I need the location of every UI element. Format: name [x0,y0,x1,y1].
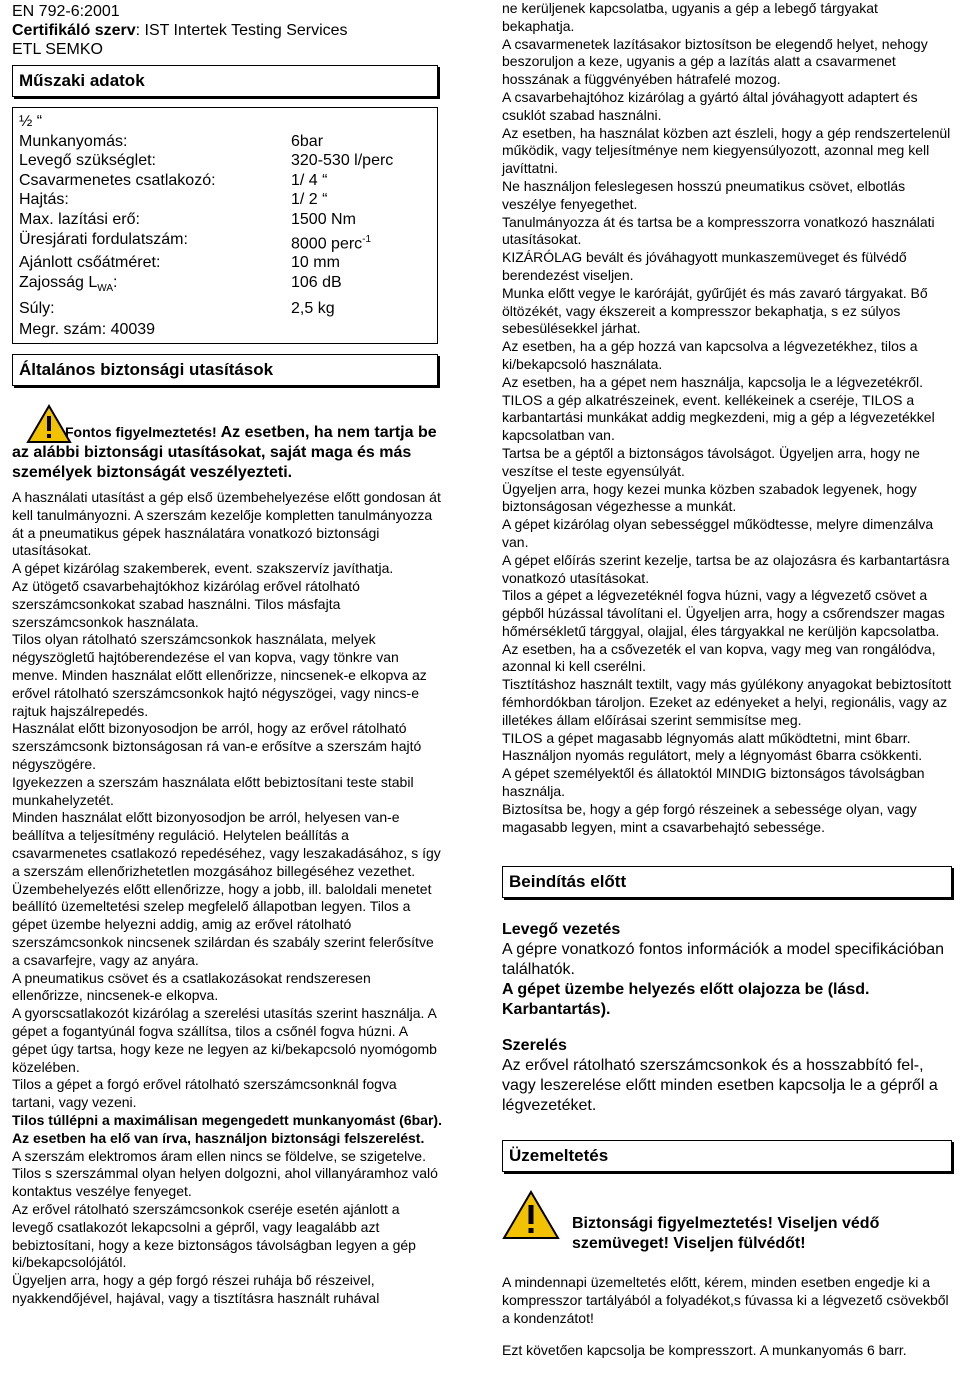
before-start-heading [502,866,952,898]
paragraph: Munka előtt vegye le karóráját, gyűrűjét és más zavaró tárgyakat. Bő öltözékét, vagy ékszereit a kompresszor bekaphatja, s ez súlyos sebesülésekkel járhat. [502,284,928,337]
standard-number: EN 792-6:2001 [12,3,120,20]
spec-label [19,273,291,299]
paragraph: A gépet kizárólag olyan sebességgel működtesse, melyre dimenzálva van. [502,516,934,550]
spec-label: Max. lazítási erő: [19,210,140,228]
warning-lead: Fontos figyelmeztetés! [65,424,217,441]
semko-label: ETL SEMKO [12,41,103,58]
mounting-title: Szerelés [502,1037,567,1055]
spec-label: Munkanyomás: [19,132,128,150]
paragraph: Minden használat előtt bizonyosodjon be arról, helyesen van-e beállítva a teljesítmény reguláció. Helytelen beállítás a csavarmenetes csatlakozó repedéséhez, vagy leszakadásához, s így a szerszám ellenőrizhetetlen mozgásához billegéséhez vezethet. [12,809,441,879]
mounting-text: Az erővel rátolható szerszámcsonkok és a hosszabbító fel-, vagy leszerelése előtt minden esetben kapcsolja le a gépről a légvezetéket. [502,1057,938,1115]
spec-label: Hajtás: [19,191,69,209]
safety-title: Általános biztonsági utasítások [19,360,274,380]
paragraph: Igyekezzen a szerszám használata előtt bebiztosítani teste stabil munkahelyzetét. [12,773,414,808]
paragraph: A gyorscsatlakozót kizárólag a szerelési utasítás szerint használja. A gépet a fogantyúnál fogva szállítsa, tilos a csőnél fogva húzni. A gépet úgy tartsa, hogy keze ne legyen az ki/bekapcsoló nyomógomb közelében. [12,1005,437,1075]
spec-label: Ajánlott csőátméret: [19,254,161,272]
paragraph: Tisztításhoz használt textilt, vagy más gyúlékony anyagokat bebiztosított fémhordókban tároljon. Ezeket az edényeket a helyi, regionális, vagy az illetékes állam előírásai szerint semmisítse meg. [502,676,952,728]
operation-text-2: Ezt követően kapcsolja be kompresszort. A munkanyomás 6 barr. [502,1341,907,1358]
spec-label-sub: WA [97,283,114,295]
warning-triangle-icon [502,1190,560,1240]
spec-value-text: 1500 Nm [291,210,356,228]
paragraph: A gépet előírás szerint kezelje, tartsa be az olajozásra és karbantartásra vonatkozó utasításokat. [502,551,950,586]
spec-value-text: 1/ 2 “ [291,191,328,209]
spec-value [291,273,342,299]
spec-rows [19,132,431,319]
certification-line [12,21,442,40]
spec-value-text: 1/ 4 “ [291,171,328,189]
spec-size [19,112,431,132]
spec-value-text: 6bar [291,132,324,150]
spec-row [19,230,431,254]
protective-gear-warning: Az esetben ha elő van írva, használjon biztonsági felszerelést. [12,1129,425,1146]
operation-warning-text: Biztonsági figyelmeztetés! Viseljen védő szemüveget! Viseljen fülvédőt! [572,1215,880,1253]
operation-heading [502,1140,952,1172]
spec-row [19,210,431,230]
spec-value-sup: -1 [362,233,372,245]
cert-value: : IST Intertek Testing Services [135,22,348,39]
spec-label: Csavarmenetes csatlakozó: [19,171,216,189]
right-column [502,0,954,1360]
spec-label: Levegő szükséglet: [19,152,156,170]
header-block [12,0,442,59]
part-number-text: Megr. szám: 40039 [19,321,156,339]
spec-value-text: 106 dB [291,274,342,292]
spec-row [19,151,431,171]
paragraph: Tilos olyan rátolható szerszámcsonkok használata, melyek négyszögletű hajtóberendezése el van kopva, vagy tönkre van menve. Minden használat előtt ellenőrizze, nincsenek-e elkopva az erővel rátolható szerszámcsonkok hajtó négyszögei, vagy nincs-e rajtuk hajszálrepedés. [12,631,427,719]
paragraph: A csavarmenetek lazításakor biztosítson be elegendő helyet, nehogy beszoruljon a keze, ugyanis a gép a lazítás alatt a csavarmenet hosszának a függvényében hátrafelé mozog. [502,35,928,88]
tech-data-title: Műszaki adatok [19,71,145,90]
paragraph: Az esetben, ha a gép hozzá van kapcsolva a légvezetékhez, tilos a ki/bekapcsoló használata. [502,338,918,372]
paragraph: A használati utasítást a gép első üzembehelyezése előtt gondosan át kell tanulmányozni. A szerszám kezelője kompletten tanulmányozza át a pneumatikus gépek használatára vonatkozó biztonsági utasításokat. [12,489,441,559]
spec-value [291,210,356,230]
left-paragraphs [12,489,442,1112]
paragraph: Üzembehelyezés előtt ellenőrizze, hogy a jobb, ill. baloldali menetet beállító üzemeltetési szelep megfelelő állapotban legyen. Tilos a gépet üzembe helyezni addig, amig az erővel rátolható szerszámcsonkok nincsenek szilárdan és szabály szerint felerősítve a csavarfejre, vagy az anyára. [12,880,434,968]
mounting-section [502,1036,954,1116]
air-supply-section [502,920,954,1020]
paragraph: A csavarbehajtóhoz kizárólag a gyártó által jóváhagyott adaptert és csuklót szabad használni. [502,88,918,123]
paragraph: TILOS a gépet magasabb légnyomás alatt működtetni, mint 6barr. Használjon nyomás regulátort, mely a légnyomást 6barra csökkenti. [502,729,923,764]
air-supply-title: Levegő vezetés [502,921,621,939]
warning-text [12,422,442,483]
spec-value [291,230,371,254]
paragraph: Használat előtt bizonyosodjon be arról, hogy az erővel rátolható szerszámcsonk biztonságosan rá van-e erősítve a szerszám hajtó négyszögére. [12,720,422,772]
air-supply-oil-warning: A gépet üzembe helyezés előtt olajozza be (lásd. Karbantartás). [502,981,870,1019]
spec-label-colon: : [113,274,118,292]
paragraph: Tartsa be a géptől a biztonságos távolságot. Ügyeljen arra, hogy ne veszítse el teste egyensúlyát. [502,444,920,479]
paragraph: ne kerüljenek kapcsolatba, ugyanis a gép a lebegő tárgyakat bekaphatja. [502,0,878,34]
max-pressure-warning: Tilos túllépni a maximálisan megengedett munkanyomást (6bar). [12,1111,442,1128]
part-number [19,320,431,340]
paragraph: Az esetben, ha a gépet nem használja, kapcsolja le a légvezetékről. TILOS a gép alkatrészeinek, event. kellékeinek a cseréje, TILOS a karbantartási munkákat addig megkezdeni, mig a gép a légvezetékkel kapcsolatban van. [502,373,935,444]
paragraph: Ne használjon feleslegesen hosszú pneumatikus csövet, elbotlás veszélye fenyegethet. [502,177,906,212]
spec-label-main: Zajosság L [19,274,98,292]
spec-value [291,171,327,191]
spec-row [19,273,431,299]
paragraph: Az erővel rátolható szerszámcsonkok cseréje esetén ajánlott a levegő csatlakozót lekapcsolni a gépről, vagy leagalább azt bebiztosítani, hogy a keze biztonságos távolságban legyen a gép ki/bekapcsolójától. [12,1200,416,1271]
spec-label: Üresjárati fordulatszám: [19,230,188,248]
warning-body: Az esetben, ha nem tartja be az alábbi biztonsági utasításokat, saját maga és más személyek biztonságát veszélyezteti. [12,424,437,482]
operation-title: Üzemeltetés [509,1146,609,1166]
paragraph: Tilos a gépet a légvezetéknél fogva húzni, vagy a légvezető csövet a gépből húzással távolítani el. Ügyeljen arra, hogy a csőrendszer magas hőmérsékletű tárggyal, olajjal, éles tárgyakkal ne kerüljön kapcsolatba. Az esetben, ha a csővezeték el van kopva, vagy meg van rongálódva, azonnal ki kell cserélni. [502,587,945,675]
paragraph: Tilos s szerszámmal olyan helyen dolgozni, ahol villanyáramhoz való kontaktus veszélye fenyeget. [12,1165,438,1200]
spec-row [19,253,431,273]
paragraph: Ügyeljen arra, hogy a gép forgó részei ruhája bő részeivel, nyakkendőjével, hajával, vagy a tisztításra használt ruhával [12,1272,380,1306]
paragraph: Biztosítsa be, hogy a gép forgó részeinek a sebessége olyan, vagy magasabb legyen, mint a csavarbehajtó sebessége. [502,800,917,835]
paragraph: Ügyeljen arra, hogy kezei munka közben szabadok legyenek, hogy biztonságosan végezhesse a munkát. [502,480,917,515]
spec-row [19,190,431,210]
before-start-title: Beindítás előtt [509,872,627,892]
spec-row [19,299,431,319]
spec-value [291,299,335,319]
spec-value-text: 320-530 l/perc [291,152,394,170]
cert-label: Certifikáló szerv [12,22,136,39]
spec-value-text: 2,5 kg [291,299,335,317]
right-paragraphs [502,0,954,836]
spec-row [19,132,431,152]
spec-value [291,253,340,273]
paragraph: A szerszám elektromos áram ellen nincs se földelve, se szigetelve. [12,1147,426,1164]
spec-value [291,151,393,171]
air-supply-text: A gépre vonatkozó fontos információk a model specifikációban találhatók. [502,941,945,979]
left-paragraphs-2 [12,1148,442,1308]
safety-heading [12,354,438,386]
spec-value-text: 8000 perc [291,234,363,252]
paragraph: A gépet kizárólag szakemberek, event. szakszervíz javíthatja. [12,560,394,577]
left-column [12,0,442,1308]
spec-box [12,107,438,344]
spec-value [291,190,327,210]
paragraph: A gépet személyektől és állatoktól MINDIG biztonságos távolságban használja. [502,765,925,800]
tech-data-heading [12,65,438,97]
spec-value [291,132,323,152]
operation-warning [502,1190,954,1254]
paragraph: Tanulmányozza át és tartsa be a kompresszorra vonatkozó használati utasításokat. [502,213,935,248]
spec-label: Súly: [19,299,55,317]
paragraph: Az ütögető csavarbehajtókhoz kizárólag erővel rátolható szerszámcsonkokat szabad használni. Tilos másfajta szerszámcsonkok használata. [12,578,360,630]
paragraph: A pneumatikus csövet és a csatlakozásokat rendszeresen ellenőrizze, nincsenek-e elkopva. [12,969,371,1004]
spec-row [19,171,431,191]
spec-size-value: ½ “ [19,113,43,130]
paragraph: KIZÁRÓLAG bevált és jóváhagyott munkaszemüveget és fülvédő berendezést viseljen. [502,249,907,283]
operation-text-1: A mindennapi üzemeltetés előtt, kérem, minden esetben engedje ki a kompresszor tartályából a folyadékot,s fúvassa ki a légvezető csövekből a kondenzátot! [502,1274,949,1327]
paragraph: Tilos a gépet a forgó erővel rátolható szerszámcsonknál fogva tartani, vagy vezeni. [12,1076,397,1111]
paragraph: Az esetben, ha használat közben azt észleli, hogy a gép rendszertelenül működik, vagy teljesítménye nem kiegyensúlyozott, azonnal meg kell javíttatni. [502,124,951,177]
spec-value-text: 10 mm [291,254,340,272]
